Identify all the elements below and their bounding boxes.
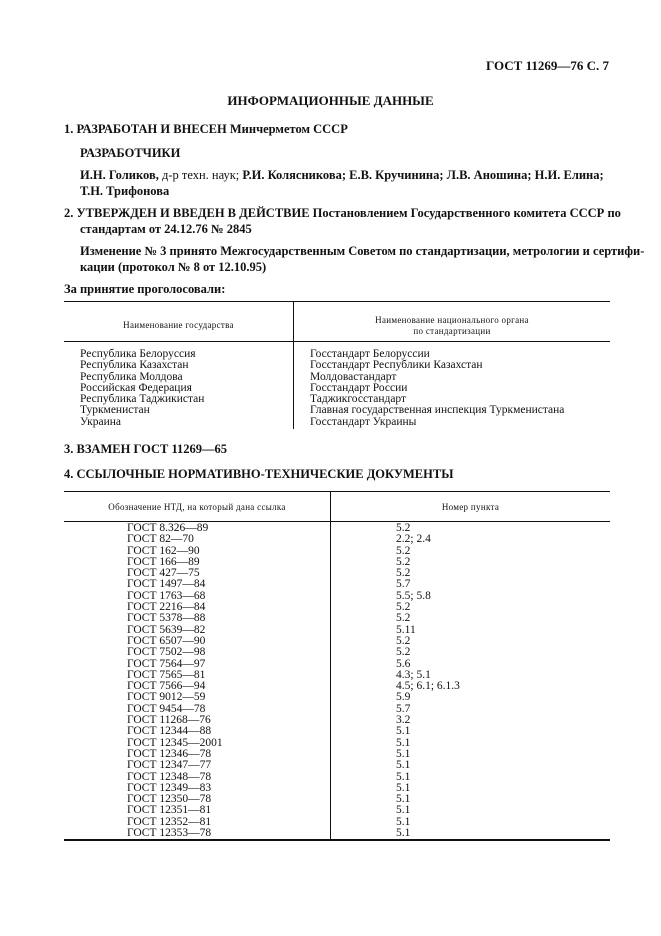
- vote-table-header-rule: [64, 341, 610, 342]
- section-1-text: РАЗРАБОТАН И ВНЕСЕН Минчерметом СССР: [76, 122, 348, 136]
- ref-doc: ГОСТ 6507—90: [127, 634, 206, 647]
- page-title: ИНФОРМАЦИОННЫЕ ДАННЫЕ: [227, 93, 434, 108]
- developer-lead: И.Н. Голиков,: [80, 168, 159, 182]
- vote-state: Республика Белоруссия: [80, 348, 196, 360]
- vote-table: [64, 301, 610, 431]
- ref-item: 5.2: [396, 612, 411, 625]
- ref-item: 5.1: [396, 827, 411, 840]
- vote-state: Туркменистан: [80, 404, 150, 417]
- reference-table: [64, 491, 610, 843]
- ref-item: 2.2; 2.4: [396, 533, 431, 546]
- ref-item: 5.1: [396, 770, 411, 783]
- ref-doc: ГОСТ 7566—94: [127, 680, 206, 693]
- vote-col-body-header: [294, 315, 610, 337]
- ref-doc: ГОСТ 9454—78: [127, 702, 206, 715]
- vote-col-state-header: Наименование государства: [123, 320, 234, 330]
- ref-item: 5.2: [396, 646, 411, 659]
- ref-doc: ГОСТ 12345—2001: [127, 736, 223, 749]
- ref-item: 5.1: [396, 781, 411, 794]
- vote-body: Главная государственная инспекция Туркменистана: [310, 404, 565, 417]
- ref-item: 5.7: [396, 578, 411, 591]
- ref-doc: ГОСТ 12348—78: [127, 770, 212, 783]
- section-2-line2: стандартам от 24.12.76 № 2845: [80, 222, 252, 236]
- section-4-number: 4.: [64, 467, 74, 481]
- ref-doc: ГОСТ 12350—78: [127, 793, 212, 806]
- ref-doc: ГОСТ 5639—82: [127, 623, 206, 636]
- ref-doc: ГОСТ 8.326—89: [127, 522, 209, 534]
- voted-label: За принятие проголосовали:: [64, 282, 226, 296]
- amendment-line1: Изменение № 3 принято Межгосударственным Советом по стандартизации, метрологии и сертифи-: [80, 244, 645, 258]
- ref-doc: ГОСТ 12346—78: [127, 747, 212, 760]
- ref-item: 5.1: [396, 804, 411, 817]
- ref-item: 5.1: [396, 793, 411, 806]
- ref-doc: ГОСТ 7564—97: [127, 657, 206, 670]
- ref-doc: ГОСТ 166—89: [127, 555, 200, 568]
- vote-state: Российская Федерация: [80, 381, 192, 394]
- ref-item: 5.2: [396, 555, 411, 568]
- ref-doc: ГОСТ 12349—83: [127, 781, 212, 794]
- ref-item: 5.11: [396, 623, 416, 636]
- ref-doc: ГОСТ 12351—81: [127, 804, 212, 817]
- vote-states-column: [80, 349, 204, 428]
- ref-doc: ГОСТ 162—90: [127, 544, 200, 557]
- section-2: [64, 205, 621, 237]
- section-4-text: ССЫЛОЧНЫЕ НОРМАТИВНО-ТЕХНИЧЕСКИЕ ДОКУМЕНТЫ: [76, 467, 454, 481]
- ref-doc: ГОСТ 82—70: [127, 533, 194, 546]
- ref-item: 5.2: [396, 634, 411, 647]
- section-2-number: 2.: [64, 206, 74, 220]
- ref-item: 5.2: [396, 522, 411, 534]
- developer-names-line2: Т.Н. Трифонова: [80, 184, 170, 198]
- ref-table-top-rule: [64, 491, 610, 492]
- vote-body: Госстандарт Белоруссии: [310, 348, 430, 360]
- vote-col-body-header-line2: по стандартизации: [413, 326, 491, 336]
- vote-body: Госстандарт Украины: [310, 415, 417, 428]
- developer-names: Р.И. Колясникова; Е.В. Кручинина; Л.В. Аношина; Н.И. Елина;: [242, 168, 604, 182]
- vote-bodies-column: [310, 349, 564, 428]
- vote-body: Молдовастандарт: [310, 370, 397, 383]
- ref-item: 5.1: [396, 759, 411, 772]
- section-2-line1: УТВЕРЖДЕН И ВВЕДЕН В ДЕЙСТВИЕ Постановлением Государственного комитета СССР по: [76, 206, 621, 220]
- developers-list: [80, 167, 610, 199]
- ref-item: 5.2: [396, 601, 411, 614]
- ref-item: 5.7: [396, 702, 411, 715]
- ref-item: 5.6: [396, 657, 411, 670]
- vote-body: Таджикгосстандарт: [310, 393, 407, 406]
- ref-doc: ГОСТ 11268—76: [127, 714, 211, 727]
- ref-doc: ГОСТ 12344—88: [127, 725, 212, 738]
- ref-item: 5.5; 5.8: [396, 589, 431, 602]
- amendment: [80, 243, 645, 275]
- ref-items-column: [396, 523, 460, 839]
- developers-heading: РАЗРАБОТЧИКИ: [80, 146, 181, 160]
- vote-state: Республика Молдова: [80, 370, 183, 383]
- vote-state: Республика Таджикистан: [80, 393, 205, 406]
- ref-col-doc-header: Обозначение НТД, на который дана ссылка: [108, 502, 286, 512]
- ref-doc: ГОСТ 9012—59: [127, 691, 206, 704]
- ref-item: 5.2: [396, 567, 411, 580]
- vote-body: Госстандарт России: [310, 381, 408, 394]
- section-3-number: 3.: [64, 442, 74, 456]
- section-4: [64, 466, 453, 482]
- ref-doc: ГОСТ 12352—81: [127, 815, 212, 828]
- developer-degree: д-р техн. наук;: [158, 168, 243, 182]
- ref-item: 5.1: [396, 725, 411, 738]
- section-1: [64, 121, 348, 137]
- ref-item: 4.5; 6.1; 6.1.3: [396, 680, 460, 693]
- ref-item: 5.1: [396, 815, 411, 828]
- ref-doc: ГОСТ 7502—98: [127, 646, 206, 659]
- ref-item: 4.3; 5.1: [396, 668, 431, 681]
- ref-table-bottom-rule: [64, 839, 610, 841]
- ref-doc: ГОСТ 7565—81: [127, 668, 206, 681]
- section-1-number: 1.: [64, 122, 74, 136]
- ref-col-item-header: Номер пункта: [441, 502, 500, 512]
- ref-item: 5.1: [396, 736, 411, 749]
- ref-doc: ГОСТ 2216—84: [127, 601, 206, 614]
- vote-state: Украина: [80, 415, 121, 428]
- amendment-line2: кации (протокол № 8 от 12.10.95): [80, 260, 267, 274]
- ref-doc: ГОСТ 1497—84: [127, 578, 206, 591]
- vote-col-body-header-line1: Наименование национального органа: [375, 315, 529, 325]
- ref-item: 3.2: [396, 714, 411, 727]
- section-3: [64, 441, 227, 457]
- ref-item: 5.9: [396, 691, 411, 704]
- page-header: ГОСТ 11269—76 С. 7: [486, 58, 609, 73]
- ref-doc: ГОСТ 5378—88: [127, 612, 206, 625]
- ref-doc: ГОСТ 1763—68: [127, 589, 206, 602]
- ref-doc: ГОСТ 427—75: [127, 567, 200, 580]
- ref-table-column-divider: [330, 491, 331, 839]
- ref-item: 5.2: [396, 544, 411, 557]
- section-3-text: ВЗАМЕН ГОСТ 11269—65: [76, 442, 228, 456]
- ref-doc: ГОСТ 12353—78: [127, 827, 212, 840]
- ref-docs-column: [127, 523, 223, 839]
- vote-state: Республика Казахстан: [80, 359, 189, 372]
- vote-table-top-rule: [64, 301, 610, 302]
- ref-item: 5.1: [396, 747, 411, 760]
- vote-body: Госстандарт Республики Казахстан: [310, 359, 483, 372]
- ref-doc: ГОСТ 12347—77: [127, 759, 212, 772]
